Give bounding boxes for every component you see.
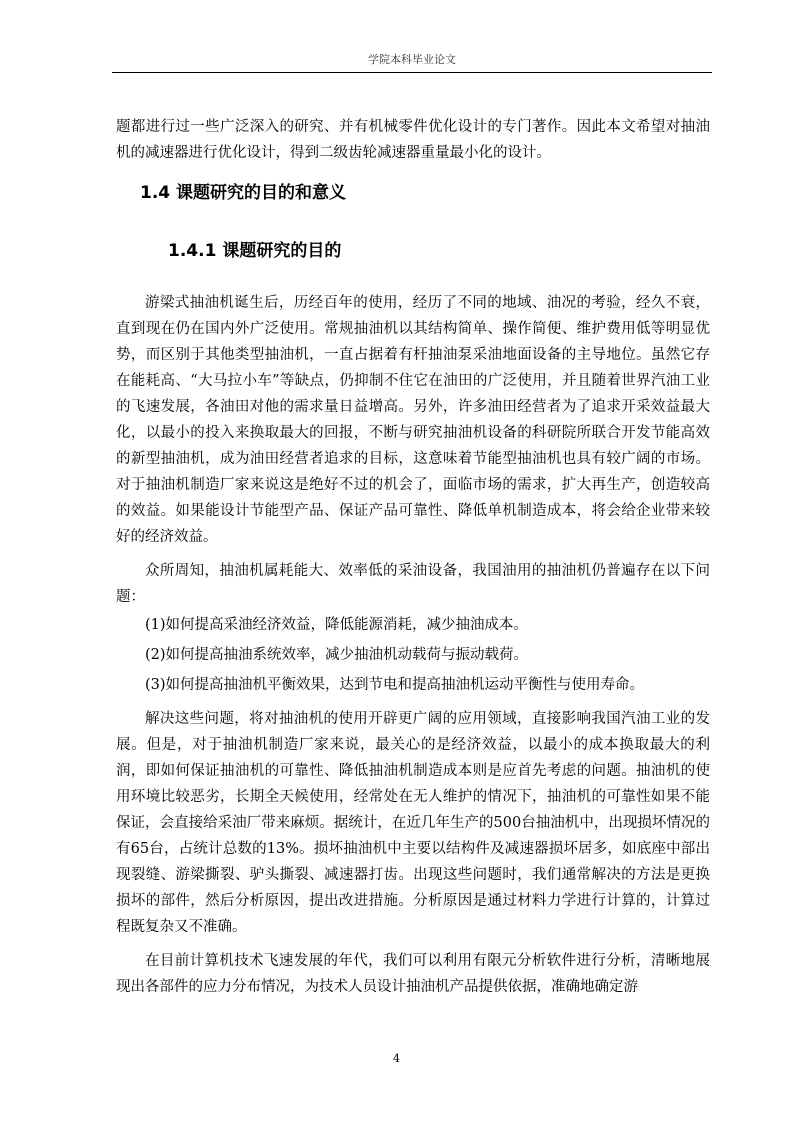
body-paragraph-3: 解决这些问题，将对抽油机的使用开辟更广阔的应用领域，直接影响我国汽油工业的发展。但是，对于抽油机制造厂家来说，最关心的是经济效益，以最小的成本换取最大的利润，即如何保证抽油机的可靠性、降低抽油机制造成本则是应首先考虑的问题。抽油机的使用环境比较恶劣，长期全天候使用，经常处在无人维护的情况下，抽油机的可靠性如果不能保证，会直接给采油厂带来麻烦。据统计，在近几年生产的500台抽油机中，出现损坏情况的有65台，占统计总数的13%。损坏抽油机中主要以结构件及减速器损坏居多，如底座中部出现裂缝、游梁撕裂、驴头撕裂、减速器打齿。出现这些问题时，我们通常解决的方法是更换损坏的部件，然后分析原因，提出改进措施。分析原因是通过材料力学进行计算的，计算过程既复杂又不准确。 bbox=[116, 711, 710, 935]
page-number: 4 bbox=[393, 1052, 400, 1065]
section-heading: 1.4 课题研究的目的和意义 bbox=[140, 183, 347, 203]
body-paragraph-1: 游梁式抽油机诞生后，历经百年的使用，经历了不同的地域、油况的考验，经久不衰，直到现在仍在国内外广泛使用。常规抽油机以其结构简单、操作简便、维护费用低等明显优势，而区别于其他类型抽油机，一直占据着有杆抽油泵采油地面设备的主导地位。虽然它存在能耗高、“大马拉小车”等缺点，仍抑制不住它在油田的广泛使用，并且随着世界汽油工业的飞速发展，各油田对他的需求量日益增高。另外，许多油田经营者为了追求开采效益最大化，以最小的投入来换取最大的回报，不断与研究抽油机设备的科研院所联合开发节能高效的新型抽油机，成为油田经营者追求的目标，这意味着节能型抽油机也具有较广阔的市场。对于抽油机制造厂家来说这是绝好不过的机会了，面临市场的需求，扩大再生产，创造较高的效益。如果能设计节能型产品、保证产品可靠性、降低单机制造成本，将会给企业带来较好的经济效益。 bbox=[116, 295, 710, 545]
list-item: (2)如何提高抽油系统效率，减少抽油机动载荷与振动载荷。 bbox=[145, 647, 529, 663]
running-header: 学院本科毕业论文 bbox=[368, 53, 456, 66]
list-item: (1)如何提高采油经济效益，降低能源消耗，减少抽油成本。 bbox=[145, 617, 529, 633]
intro-paragraph: 题都进行过一些广泛深入的研究、并有机械零件优化设计的专门著作。因此本文希望对抽油机的减速器进行优化设计，得到二级齿轮减速器重量最小化的设计。 bbox=[116, 119, 710, 161]
body-paragraph-2: 众所周知，抽油机属耗能大、效率低的采油设备，我国油用的抽油机仍普遍存在以下问题： bbox=[116, 563, 710, 605]
page-body bbox=[116, 114, 710, 1000]
subsection-heading: 1.4.1 课题研究的目的 bbox=[168, 241, 342, 261]
header-divider bbox=[112, 72, 712, 73]
list-item: (3)如何提高抽油机平衡效果，达到节电和提高抽油机运动平衡性与使用寿命。 bbox=[145, 677, 645, 693]
body-paragraph-4: 在目前计算机技术飞速发展的年代，我们可以利用有限元分析软件进行分析，清晰地展现出各部件的应力分布情况，为技术人员设计抽油机产品提供依据，准确地确定游 bbox=[116, 953, 710, 995]
